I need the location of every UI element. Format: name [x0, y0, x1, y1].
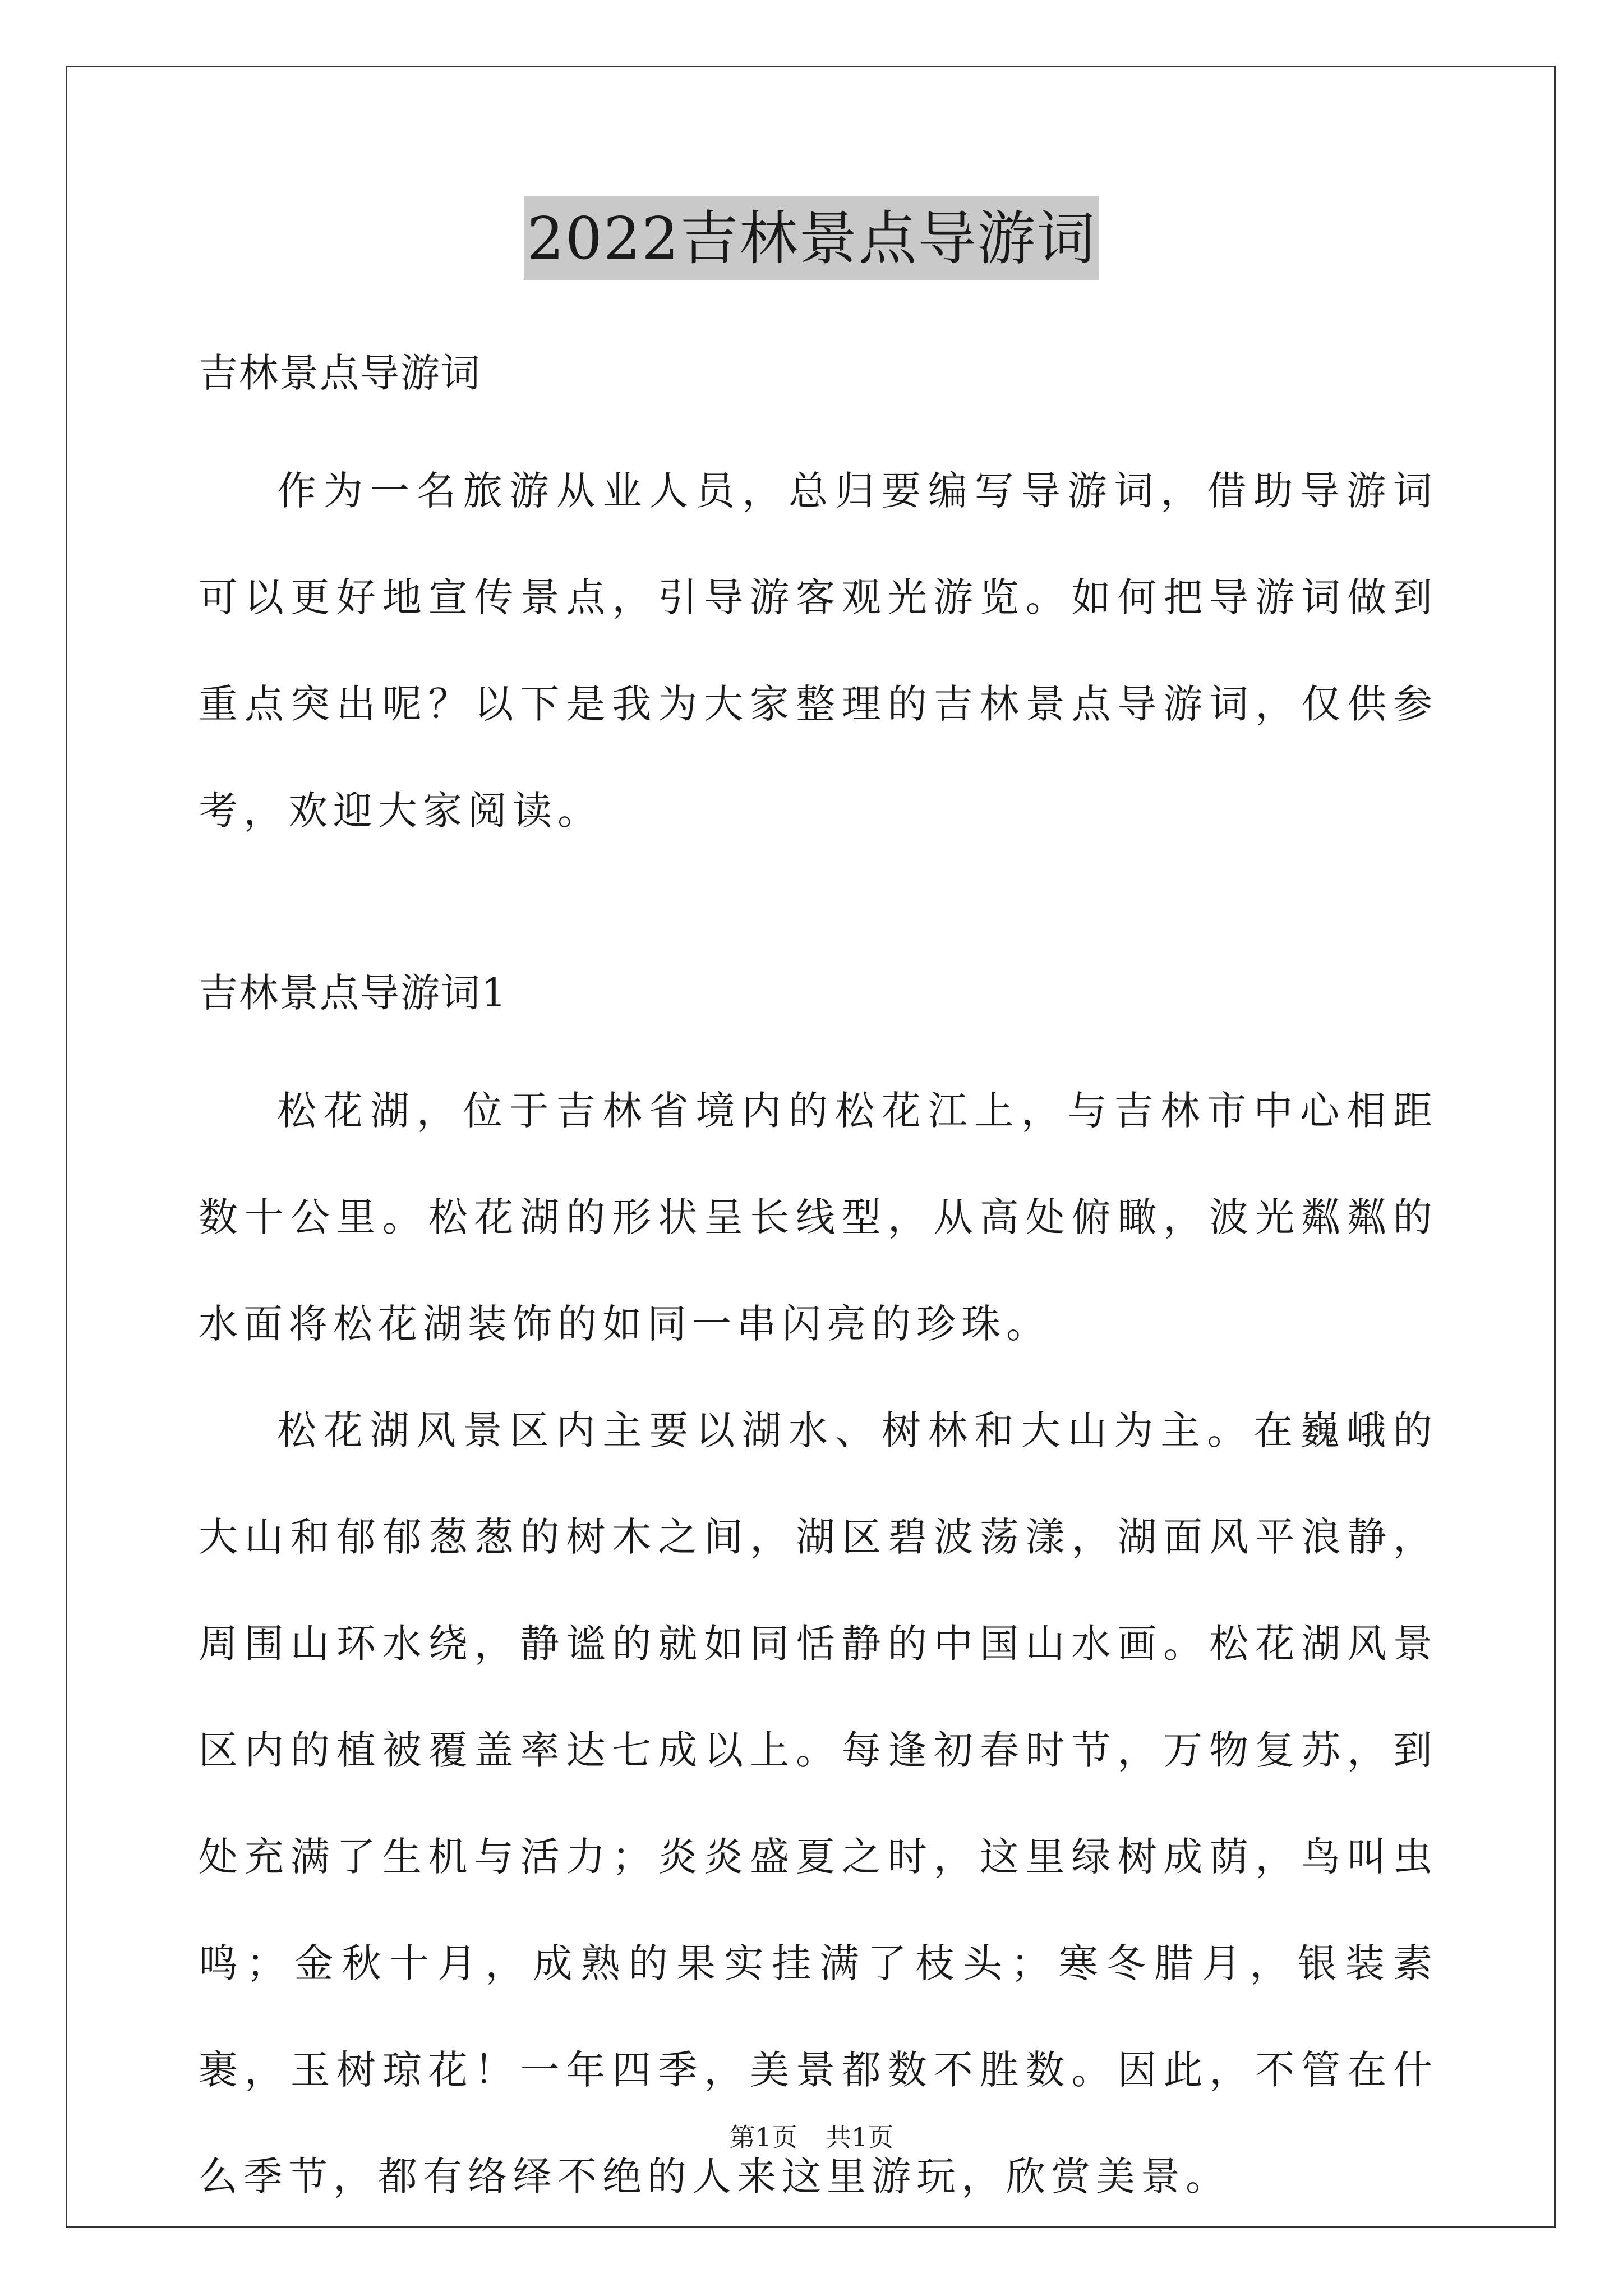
document-body [199, 348, 1438, 2230]
page-number-current: 第1页 [729, 2122, 797, 2152]
intro-heading: 吉林景点导游词 [199, 350, 481, 396]
document-title [0, 196, 1623, 280]
section1-heading: 吉林景点导游词1 [199, 970, 508, 1016]
page-footer [0, 2120, 1623, 2154]
section1-paragraph-2: 松花湖风景区内主要以湖水、树林和大山为主。在巍峨的大山和郁郁葱葱的树木之间，湖区碧波荡漾，湖面风平浪静，周围山环水绕，静谧的就如同恬静的中国山水画。松花湖风景区内的植被覆盖率达七成以上。每逢初春时节，万物复苏，到处充满了生机与活力；炎炎盛夏之时，这里绿树成荫，鸟叫虫鸣；金秋十月，成熟的果实挂满了枝头；寒冬腊月，银装素裹，玉树琼花！一年四季，美景都数不胜数。因此，不管在什么季节，都有络绎不绝的人来这里游玩，欣赏美景。 [199, 1407, 1438, 2200]
intro-paragraph: 作为一名旅游从业人员，总归要编写导游词，借助导游词可以更好地宣传景点，引导游客观光游览。如何把导游词做到重点突出呢？以下是我为大家整理的吉林景点导游词，仅供参考，欢迎大家阅读。 [199, 468, 1438, 834]
section1-paragraph-1: 松花湖，位于吉林省境内的松花江上，与吉林市中心相距数十公里。松花湖的形状呈长线型，从高处俯瞰，波光粼粼的水面将松花湖装饰的如同一串闪亮的珍珠。 [199, 1088, 1438, 1347]
page-number-total: 共1页 [826, 2122, 894, 2152]
document-title-text: 2022吉林景点导游词 [524, 196, 1100, 280]
